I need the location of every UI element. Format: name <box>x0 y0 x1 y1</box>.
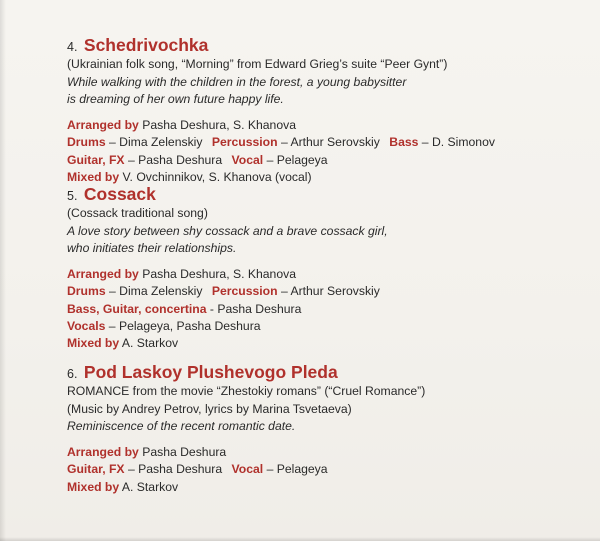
credit-names: – Arthur Serovskiy <box>280 284 380 299</box>
track-description: A love story between shy cossack and a brave cossack girl, <box>67 223 388 238</box>
credit-line <box>67 335 587 352</box>
track-note: (Cossack traditional song) <box>67 206 208 220</box>
credit-names: – Arthur Serovskiy <box>280 135 380 150</box>
credit-role: Guitar, FX <box>67 152 125 167</box>
track-title: Cossack <box>83 184 156 204</box>
credit-line <box>67 117 587 134</box>
track-header <box>67 183 587 205</box>
credit-role: Vocal <box>231 462 264 477</box>
track-credits <box>67 444 587 496</box>
credit-names: – Pelageya, Pasha Deshura <box>108 319 261 333</box>
track-5 <box>67 183 587 353</box>
credit-role: Vocal <box>231 152 264 167</box>
credit-names: – Pelageya <box>266 462 328 477</box>
credit-role: Mixed by <box>67 479 120 494</box>
track-description: Reminiscence of the recent romantic date. <box>67 419 296 434</box>
credit-line <box>67 152 587 169</box>
credit-names: Pasha Deshura <box>142 444 227 459</box>
credit-names: – Pasha Deshura <box>127 462 223 477</box>
credit-line <box>67 301 587 318</box>
credit-names: A. Starkov <box>121 336 179 351</box>
credit-names: Pasha Deshura, S. Khanova <box>142 266 296 281</box>
credit-names: – Pasha Deshura <box>127 152 223 167</box>
credit-line <box>67 266 587 283</box>
credit-role: Arranged by <box>67 266 139 281</box>
credit-role: Arranged by <box>67 117 139 132</box>
track-4 <box>67 34 587 186</box>
credit-role: Arranged by <box>67 444 139 459</box>
credit-names: A. Starkov <box>121 479 179 494</box>
page-edge-shadow <box>0 0 6 541</box>
track-number: 5. <box>67 189 78 203</box>
track-number: 4. <box>67 40 78 54</box>
credit-line <box>67 479 587 496</box>
credit-names: – Dima Zelenskiy <box>109 135 203 150</box>
credit-line <box>67 283 587 300</box>
credit-role: Drums <box>67 284 106 299</box>
credit-role: Guitar, FX <box>67 462 125 477</box>
credit-role: Bass <box>389 135 419 150</box>
track-credits <box>67 266 587 353</box>
credit-names: Pasha Deshura, S. Khanova <box>142 117 296 132</box>
track-header <box>67 361 587 383</box>
credit-role: Percussion <box>211 135 278 150</box>
credit-line <box>67 444 587 461</box>
track-note: (Ukrainian folk song, “Morning” from Edward Grieg’s suite “Peer Gynt”) <box>67 57 448 71</box>
track-description: While walking with the children in the forest, a young babysitter <box>67 74 407 89</box>
track-note: (Music by Andrey Petrov, lyrics by Marina Tsvetaeva) <box>67 401 352 416</box>
credit-line <box>67 134 587 151</box>
credit-role: Bass, Guitar, concertina <box>67 301 207 316</box>
credit-role: Percussion <box>211 284 278 299</box>
track-header <box>67 34 587 56</box>
credit-names: - Pasha Deshura <box>209 301 302 316</box>
credit-role: Drums <box>67 135 106 150</box>
credit-names: V. Ovchinnikov, S. Khanova (vocal) <box>122 170 312 184</box>
track-description: is dreaming of her own future happy life. <box>67 92 284 107</box>
page-bottom-shadow <box>0 537 600 541</box>
track-number: 6. <box>67 367 78 381</box>
credit-names: – Dima Zelenskiy <box>109 284 203 299</box>
credit-role: Vocals <box>67 319 106 333</box>
track-description: who initiates their relationships. <box>67 241 237 256</box>
track-6 <box>67 361 587 496</box>
credit-names: – Pelageya <box>266 152 328 167</box>
track-credits <box>67 117 587 187</box>
credit-role: Mixed by <box>67 336 120 351</box>
track-title: Pod Laskoy Plushevogo Pleda <box>83 362 338 382</box>
credit-line <box>67 461 587 478</box>
credit-line <box>67 318 587 335</box>
track-note: ROMANCE from the movie “Zhestokiy romans” (“Cruel Romance”) <box>67 384 426 398</box>
credit-names: – D. Simonov <box>421 135 495 150</box>
credit-role: Mixed by <box>67 170 120 184</box>
track-title: Schedrivochka <box>83 35 209 55</box>
